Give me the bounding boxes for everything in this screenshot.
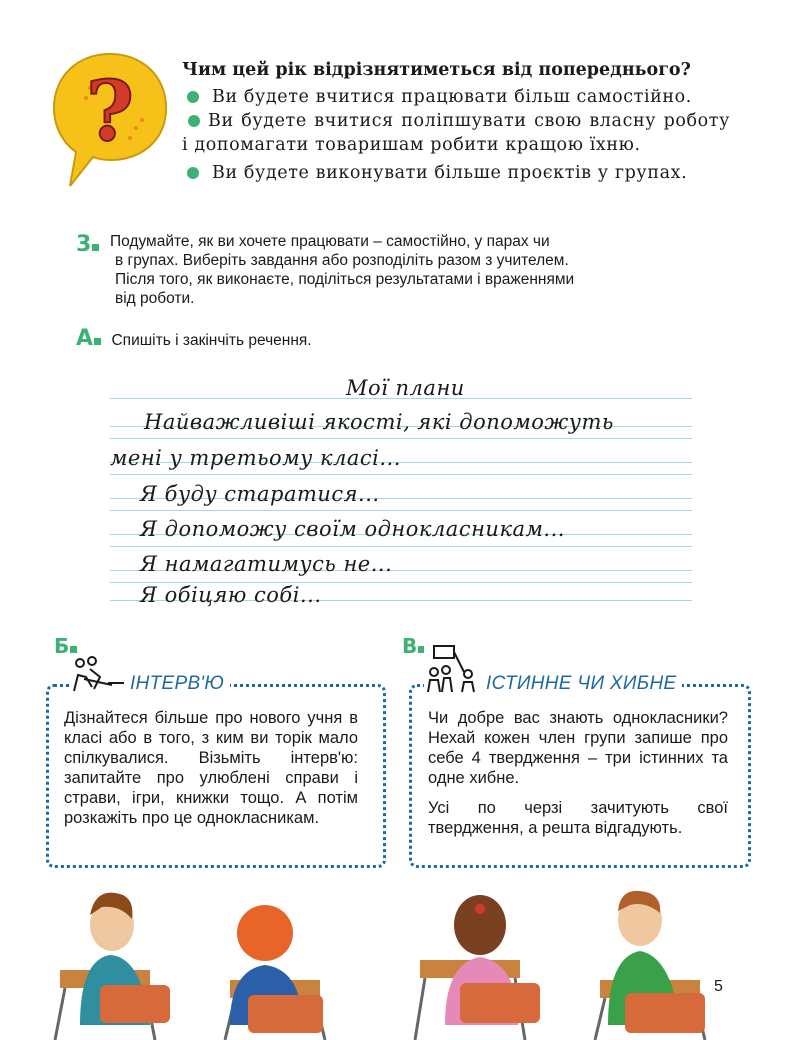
intro-bullet: Ви будете виконувати більше проєктів у групах. [182,161,730,185]
box-b-marker: Б [54,634,77,658]
intro-bullet: Ви будете вчитися працювати більш самостійно. [182,85,730,109]
interview-people-icon [70,655,128,695]
bullet-dot-icon [187,91,199,103]
task-a-marker: А [76,326,101,351]
svg-text:?: ? [85,64,135,160]
handwriting-line: мені у третьому класі... [110,446,401,470]
handwriting-line: Найважливіші якості, які допоможуть [144,410,614,434]
bullet-dot-icon [187,167,199,179]
handwriting-line: Я намагатимусь не... [140,552,393,576]
handwriting-title: Мої плани [346,376,465,400]
pupil-illustration [55,893,170,1040]
intro-question: Чим цей рік відрізнятиметься від попереднього? [182,60,691,80]
task-3 [76,232,716,308]
pupils-illustration [40,885,760,1040]
handwriting-line: Я допоможу своїм однокласникам... [140,517,565,541]
page-number: 5 [714,978,723,995]
question-mark-bubble-icon [50,48,170,193]
task-a-text: Спишіть і закінчіть речення. [111,332,312,349]
group-flag-icon [424,642,480,694]
task-a [76,326,312,351]
handwriting-area [110,376,692,610]
handwriting-line: Я буду старатися... [140,482,380,506]
box-v-marker: В [402,634,425,658]
true-false-title: ІСТИННЕ ЧИ ХИБНЕ [480,673,682,695]
intro-block [182,58,730,185]
interview-text: Дізнайтеся більше про нового учня в класі або в того, з ким ви торік мало спілкувалися. Візьміть інтерв'ю: запитайте про улюблені справи і страви, ігри, книжки тощо. А потім розкажіть про це однокласникам. [64,709,358,827]
handwriting-line: Я обіцяю собі... [140,583,322,607]
task-3-text: Подумайте, як ви хочете працювати – самостійно, у парах чи в групах. Виберіть завдання або розподіліть разом з учителем. Після того, як виконаєте, поділіться результатами і враженнями від роботи. [110,233,575,307]
interview-title: ІНТЕРВ'Ю [124,673,230,695]
task-3-marker: 3 [76,232,99,257]
intro-bullet: Ви будете вчитися поліпшувати свою власну роботу і допомагати товаришам робити кращою їхню. [182,111,730,155]
bullet-dot-icon [188,115,200,127]
true-false-text: Чи добре вас знають однокласники? Нехай кожен член групи запише про себе 4 твердження – три істинних та одне хибне. Усі по черзі зачитують свої твердження, а решта відгадують. [428,709,728,837]
